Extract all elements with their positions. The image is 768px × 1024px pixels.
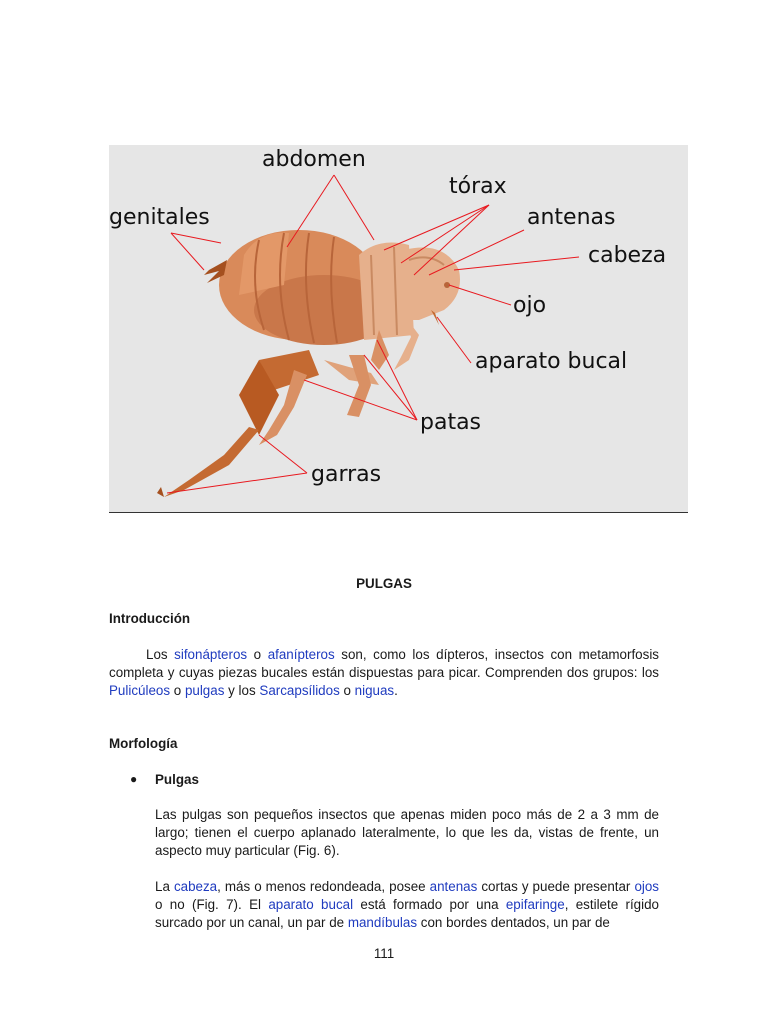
- page-number: 111: [373, 946, 395, 961]
- link-ojos[interactable]: ojos: [634, 879, 660, 894]
- intro-paragraph: Los sifonápteros o afanípteros son, como los dípteros, insectos con metamorfosis completa y cuyas piezas bucales están dispuestas para picar. Comprenden dos grupos: los Pulicúleos o pulgas y los Sarcapsílidos o niguas.: [109, 647, 659, 698]
- label-torax: tórax: [449, 174, 507, 199]
- link-afanipteros[interactable]: afanípteros: [267, 647, 335, 662]
- label-abdomen: abdomen: [262, 147, 366, 172]
- intro-heading: Introducción: [109, 611, 191, 626]
- paragraph-size: Las pulgas son pequeños insectos que apenas miden poco más de 2 a 3 mm de largo; tienen el cuerpo aplanado lateralmente, lo que les da, vistas de frente, un aspecto muy particular (Fig. 6).: [155, 807, 659, 858]
- link-aparato-bucal[interactable]: aparato bucal: [268, 897, 354, 912]
- link-cabeza[interactable]: cabeza: [173, 879, 218, 894]
- bullet-icon: ●: [130, 772, 138, 786]
- label-aparato-bucal: aparato bucal: [475, 349, 628, 374]
- link-sifonapteros[interactable]: sifonápteros: [174, 647, 248, 662]
- label-cabeza: cabeza: [588, 243, 667, 268]
- flea-anatomy-figure: [109, 145, 688, 513]
- link-epifaringe[interactable]: epifaringe: [505, 897, 565, 912]
- label-antenas: antenas: [527, 205, 616, 230]
- link-puliculeos[interactable]: Pulicúleos: [109, 683, 171, 698]
- label-ojo: ojo: [513, 293, 547, 318]
- link-sarcapsilidos[interactable]: Sarcapsílidos: [259, 683, 340, 698]
- link-mandibulas[interactable]: mandíbulas: [347, 915, 418, 930]
- paragraph-head: La cabeza, más o menos redondeada, posee antenas cortas y puede presentar ojos o no (Fig. 7). El aparato bucal está formado por una epifaringe, estilete rígido surcado por un canal, un par de mandíbulas con bordes dentados, un par de: [155, 879, 660, 930]
- bullet-label-pulgas: Pulgas: [155, 772, 199, 787]
- flea-illustration: [109, 145, 688, 512]
- label-genitales: genitales: [109, 205, 210, 230]
- label-patas: patas: [420, 410, 482, 435]
- page-title: PULGAS: [356, 576, 412, 591]
- morphology-heading: Morfología: [109, 736, 178, 751]
- link-niguas[interactable]: niguas: [354, 683, 395, 698]
- label-garras: garras: [311, 462, 382, 487]
- link-antenas[interactable]: antenas: [429, 879, 478, 894]
- link-pulgas[interactable]: pulgas: [184, 683, 225, 698]
